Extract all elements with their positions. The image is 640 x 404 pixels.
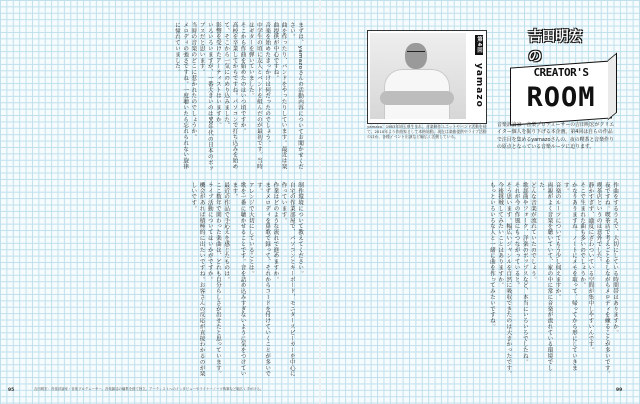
artist-name: yamazo bbox=[474, 62, 484, 108]
text-column: 歌を一番に聴かせることです。音を詰め込みすぎないように気をつけています。 bbox=[231, 182, 246, 377]
text-column: 作曲をするうえで、大切にしている時間帯はありますか。 bbox=[612, 182, 618, 336]
text-column: 制作環境について教えてください。 bbox=[297, 182, 303, 277]
left-text-block-top bbox=[14, 22, 304, 172]
text-column: まずメロディを鼻歌で録って、それからコードを付けていくことが多いです。 bbox=[255, 182, 271, 377]
person-head bbox=[405, 43, 427, 69]
profile-photo-frame bbox=[367, 30, 487, 124]
person-arms bbox=[380, 91, 454, 105]
text-column: 今後挑戦してみたいことはありますか。 bbox=[497, 182, 504, 289]
text-column: そこで生まれた曲も多いのでしょうか。 bbox=[579, 182, 586, 289]
text-column: そう思います。幅広いジャンルを自然に吸収できたのは大きかったです。 bbox=[505, 182, 512, 377]
text-column: かなりありますね。ノートにメモを取って、帰ってから形にしていきます。 bbox=[562, 182, 577, 371]
text-column: ここ数年で関わった楽曲は、どれも自分らしさが出せたと思っています。 bbox=[214, 182, 221, 377]
text-column: アレンジで大切にしていることは。 bbox=[247, 182, 254, 277]
lead-paragraph: 音楽評論家・音楽プロデューサーの吉田明宏がクリエイター個人を掘り下げる本企画。第4回は自らの作品で注目を集めるyamazoさんの、夜の喫茶と音楽作りの原点となっている音楽ルーツに迫ります。 bbox=[497, 122, 615, 151]
text-column: それが今の作風にもつながっていると。 bbox=[513, 182, 520, 289]
left-text-block-bottom bbox=[14, 182, 304, 378]
right-text-block-bottom bbox=[329, 182, 619, 378]
photo-caption: yamazo：1983年埼玉県生まれ。音楽制作ユニットやバンド活動を経て、2010年より作曲家として本格始動。現在は楽曲提供やライブ活動のほか、各種イベント出演など幅広く活動している。 bbox=[367, 124, 487, 139]
page-number-left: 95 bbox=[8, 388, 15, 393]
text-column: 作業はどのような流れで進めますか。 bbox=[272, 182, 279, 283]
text-column: 音楽のルーツについてもう少し伺えますか。 bbox=[554, 182, 561, 300]
text-column: 曲を作ったり、バンドをやったりしています。最近は楽曲提供が中心ですね。 bbox=[272, 22, 287, 170]
text-column: 音楽を始めたきっかけは何だったのでしょう。 bbox=[264, 22, 271, 146]
text-column: 影響を受けたアーティストはいますか。 bbox=[214, 22, 221, 129]
text-column: 自宅の作業部屋で、パソコンとキーボード、モニタースピーカーを中心に作っています。 bbox=[280, 182, 295, 377]
person-glasses bbox=[407, 51, 425, 56]
text-column: どんな音楽が流れていたのでしょう。 bbox=[529, 182, 536, 283]
creators-heading: CREATOR'S bbox=[533, 66, 589, 79]
text-column: 機会があれば積極的に出たいですね。お客さんの反応が直接わかるのが楽しいです。 bbox=[190, 182, 205, 377]
right-text-block-upper bbox=[329, 28, 365, 178]
room-heading: ROOM bbox=[526, 82, 596, 113]
text-column: 中学生の頃に友人とバンドを組んだのが最初です。当時はギターを弾いていました。 bbox=[247, 22, 262, 170]
text-column: 両親がよく音楽を聴いていて、家の中に常に音楽が流れている環境でした。 bbox=[538, 182, 553, 371]
text-column: いろいろいますが、一番大きいのは90年代の日本のポップスだと思います。 bbox=[198, 22, 213, 172]
text-column: メロディの強さですね。一度聴いたら忘れられない旋律に憧れていました。 bbox=[173, 22, 189, 170]
text-column: 喫茶店というのは意外でした。 bbox=[595, 182, 602, 265]
text-column: 当時の音楽のどこに惹かれたのでしょうか。 bbox=[190, 22, 197, 140]
text-column: 歌謡曲やフォーク、洋楽のポップスなど、本当にいろいろでしたね。 bbox=[521, 182, 528, 365]
text-column: 夜ですね。喫茶店で考えごとをしながらメロディを練ることが多いです。 bbox=[603, 182, 610, 377]
page-number-right: 99 bbox=[616, 388, 623, 393]
text-column: 静かすぎず、適度にざわついている空間が集中しやすいんです。 bbox=[587, 182, 594, 354]
footnote: 吉田明宏：音楽評論家・音楽プロデューサー。音楽雑誌の編集を経て独立。アーティストへのインタビューやライナーノーツ執筆など幅広く手がける。 bbox=[34, 387, 264, 391]
profile-name bbox=[468, 35, 484, 119]
series-title: 吉田明宏の bbox=[528, 29, 582, 65]
text-column: まずは、yamazoさんの活動内容についてお聞かせください。 bbox=[288, 22, 303, 170]
text-column: もっといろいろな人と一緒に曲を作ってみたいですね。 bbox=[488, 182, 495, 330]
text-column: そこから作曲を始めたのはいつ頃ですか。 bbox=[239, 22, 246, 135]
text-column: ライブ活動についてはいかがですか。 bbox=[206, 182, 213, 283]
issue-tag: 第4回 bbox=[476, 36, 482, 54]
text-column: 高校を卒業してからですね。パソコンで打ち込みを始めて、そこから一気にのめり込みました。 bbox=[223, 22, 238, 170]
profile-photo bbox=[370, 33, 466, 119]
text-column: 最近の作品で手応えを感じたものは。 bbox=[223, 182, 230, 283]
left-page bbox=[0, 0, 319, 404]
